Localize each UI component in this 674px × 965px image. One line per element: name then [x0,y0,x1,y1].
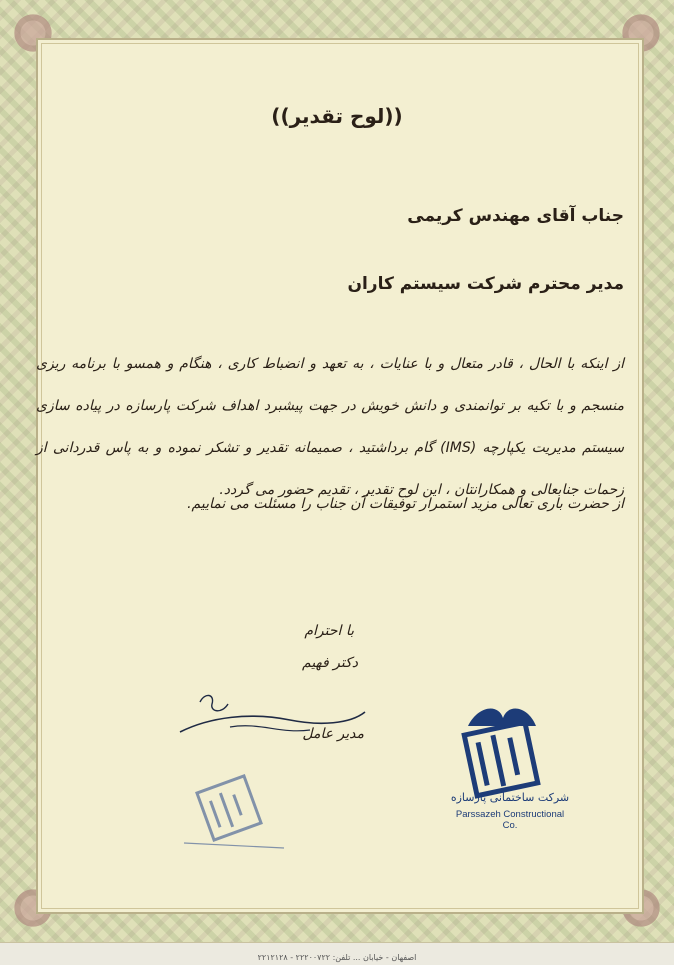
certificate-body: از اینکه با الحال ، قادر متعال و با عنایات ، به تعهد و انضباط کاری ، هنگام و همسو با برنامه ریزی منسجم و با تکیه بر توانمندی و دانش خویش در جهت پیشبرد اهداف شرکت پارسازه در پیاده سازی سیستم مدیریت یکپارچه (IMS) گام برداشتید ، صمیمانه تقدیر و تشکر نموده و به پاس قدردانی از زحمات جنابعالی و همکارانتان ، این لوح تقدیر ، تقدیم حضور می گردد. [36,356,625,498]
signature-scribble [170,672,370,752]
company-logo-name-en: Parssazeh Constructional Co. [455,809,565,831]
certificate-closing: از حضرت باری تعالی مزید استمرار توفیقات آن جناب را مسئلت می نماییم. [187,496,624,512]
footer-address: اصفهان - خیابان ... تلفن: ۲۲۲۰۰۷۲۲ - ۲۲۱۲۱۲۸ [257,953,417,962]
regards-text: با احترام [304,623,354,639]
company-logo-name-fa: شرکت ساختمانی پارسازه [450,791,570,804]
certificate-title: ((لوح تقدیر)) [271,104,403,128]
signer-name: دکتر فهیم [302,655,358,671]
signer-title: مدیر عامل [302,726,364,742]
salutation-position: مدیر محترم شرکت سیستم کاران [347,274,624,294]
salutation-recipient: جناب آقای مهندس کریمی [407,206,624,226]
company-stamp [174,753,294,873]
